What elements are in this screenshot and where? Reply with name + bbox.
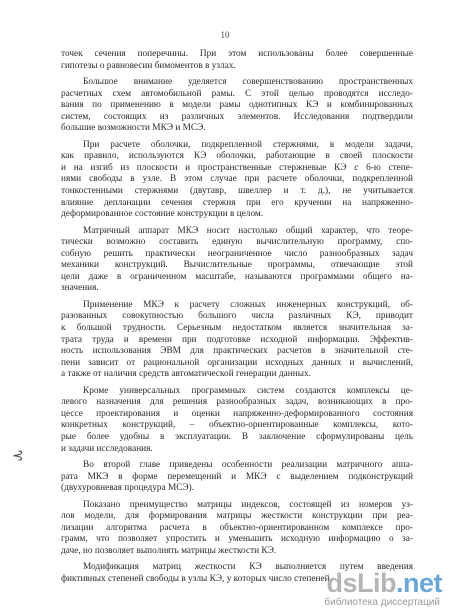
text-line: Кроме универсальных программных систем создаются комплексы це- — [83, 385, 413, 396]
text-line: пени зависит от рациональной организации исходных данных и вычислений, — [61, 357, 413, 368]
text-line: Показано преимущество матрицы индексов, состоящей из номеров уз- — [83, 499, 413, 510]
text-line: тически возможно составить единую вычислительную программу, спо- — [61, 237, 413, 248]
paragraph — [61, 49, 413, 72]
text-line: расчетных схем автомобильной рамы. С этой целью проводятся исследо- — [61, 88, 413, 99]
text-line: Большое внимание уделяется совершенствованию пространственных — [83, 77, 413, 88]
text-line: как правило, используются КЭ оболочки, работающие в своей плоскости — [61, 151, 413, 162]
document-body — [61, 49, 413, 591]
text-line: механики конструкций. Вычислительные программы, отвечающие этой — [61, 260, 413, 271]
text-line: (двухуровневая процедура МСЭ). — [61, 483, 195, 494]
text-line: цессе проектирования и оценки напряженно-деформированного состояния — [61, 408, 413, 419]
text-line: большие возможности МКЭ и МСЭ. — [61, 123, 206, 134]
text-line: значения. — [61, 283, 99, 294]
text-line: трата труда и времени при подготовке исходной информации. Эффектив- — [61, 334, 413, 345]
text-line: разованных совокупностью большого числа различных КЭ, приводит — [61, 311, 413, 322]
text-line: тонкостенными стержнями (двутавр, швеллер и т. д.), не учитывается — [61, 186, 413, 197]
text-line: точек сечения поперечины. При этом использованы более совершенные — [61, 49, 413, 59]
text-line: Во второй главе приведены особенности реализации матричного аппа- — [83, 460, 413, 471]
text-line: к большой трудности. Серьезным недостатком является значительная за- — [61, 323, 413, 334]
text-line: систем, состоящих из различных элементов. Исследования подтвердили — [61, 111, 413, 122]
watermark-logo-main: dsLib — [326, 568, 396, 598]
paragraph — [61, 460, 413, 495]
text-line: даче, но позволяет выполнять матрицы жесткости КЭ. — [61, 545, 277, 556]
paragraph — [61, 77, 413, 135]
text-line: рые более удобны в эксплуатации. В заключение сформулированы цель — [61, 431, 413, 442]
page-number: 10 — [220, 30, 230, 40]
paragraph — [61, 386, 413, 455]
text-line: фиктивных степеней свободы в узлы КЭ, у которых число степеней — [61, 573, 330, 584]
text-line: цели даже в ограниченном масштабе, называются программами общего на- — [61, 271, 413, 282]
watermark-logo — [324, 570, 442, 596]
text-line: конкретных конструкций, – объектно-ориентированные комплексы, кото- — [61, 420, 413, 431]
text-line: Модификация матриц жесткости КЭ выполняется путем введения — [83, 562, 413, 573]
text-line: Матричный аппарат МКЭ носит настолько общий характер, что теоре- — [83, 225, 413, 236]
text-line: нями свободы в узле. В этом случае при расчете оболочки, подкрепленной — [61, 174, 413, 185]
watermark-logo-accent: .net — [395, 568, 442, 598]
text-line: лов модели, для формирования матрицы жесткости конструкции при реа- — [61, 511, 413, 522]
text-line: Применение МКЭ к расчету сложных инженерных конструкций, об- — [83, 299, 413, 310]
text-line: влияние депланации сечения стержня при его кручении на напряженно- — [61, 197, 413, 208]
text-line: грамм, что позволяет упростить и уменьшить исходную информацию о за- — [61, 534, 413, 545]
text-line: гипотезы о равновесии бимоментов в узлах. — [61, 60, 236, 71]
text-line: рата МКЭ в форме перемещений и МКЭ с выделением подконструкций — [61, 471, 413, 482]
watermark-caption: библиотека диссертаций — [324, 597, 440, 608]
text-line: и задачи исследования. — [61, 443, 153, 454]
margin-annotation-mark: ⊰ — [12, 449, 24, 464]
paragraph — [61, 140, 413, 221]
text-line: и на изгиб из плоскости и пространственные стержневые КЭ с 6-ю степе- — [61, 162, 413, 173]
paragraph — [61, 300, 413, 381]
text-line: ность использования ЭВМ для практических расчетов в значительной сте- — [61, 346, 413, 357]
text-line: лизации алгоритма расчета в объектно-ориентированном комплексе про- — [61, 522, 413, 533]
text-line: деформированное состояние конструкции в целом. — [61, 209, 264, 220]
text-line: При расчете оболочки, подкрепленной стержнями, в модели задачи, — [83, 139, 413, 150]
text-line: вания по применению в модели рамы однотипных КЭ и комбинированных — [61, 100, 413, 111]
text-line: левого назначения для решения разнообразных задач, возникающих в про- — [61, 397, 413, 408]
text-line: а также от наличия средств автоматической генерации данных. — [61, 369, 311, 380]
text-line: собную решить практически неограниченное число разнообразных задач — [61, 248, 413, 259]
paragraph — [61, 226, 413, 295]
watermark — [324, 570, 442, 608]
paragraph — [61, 500, 413, 558]
